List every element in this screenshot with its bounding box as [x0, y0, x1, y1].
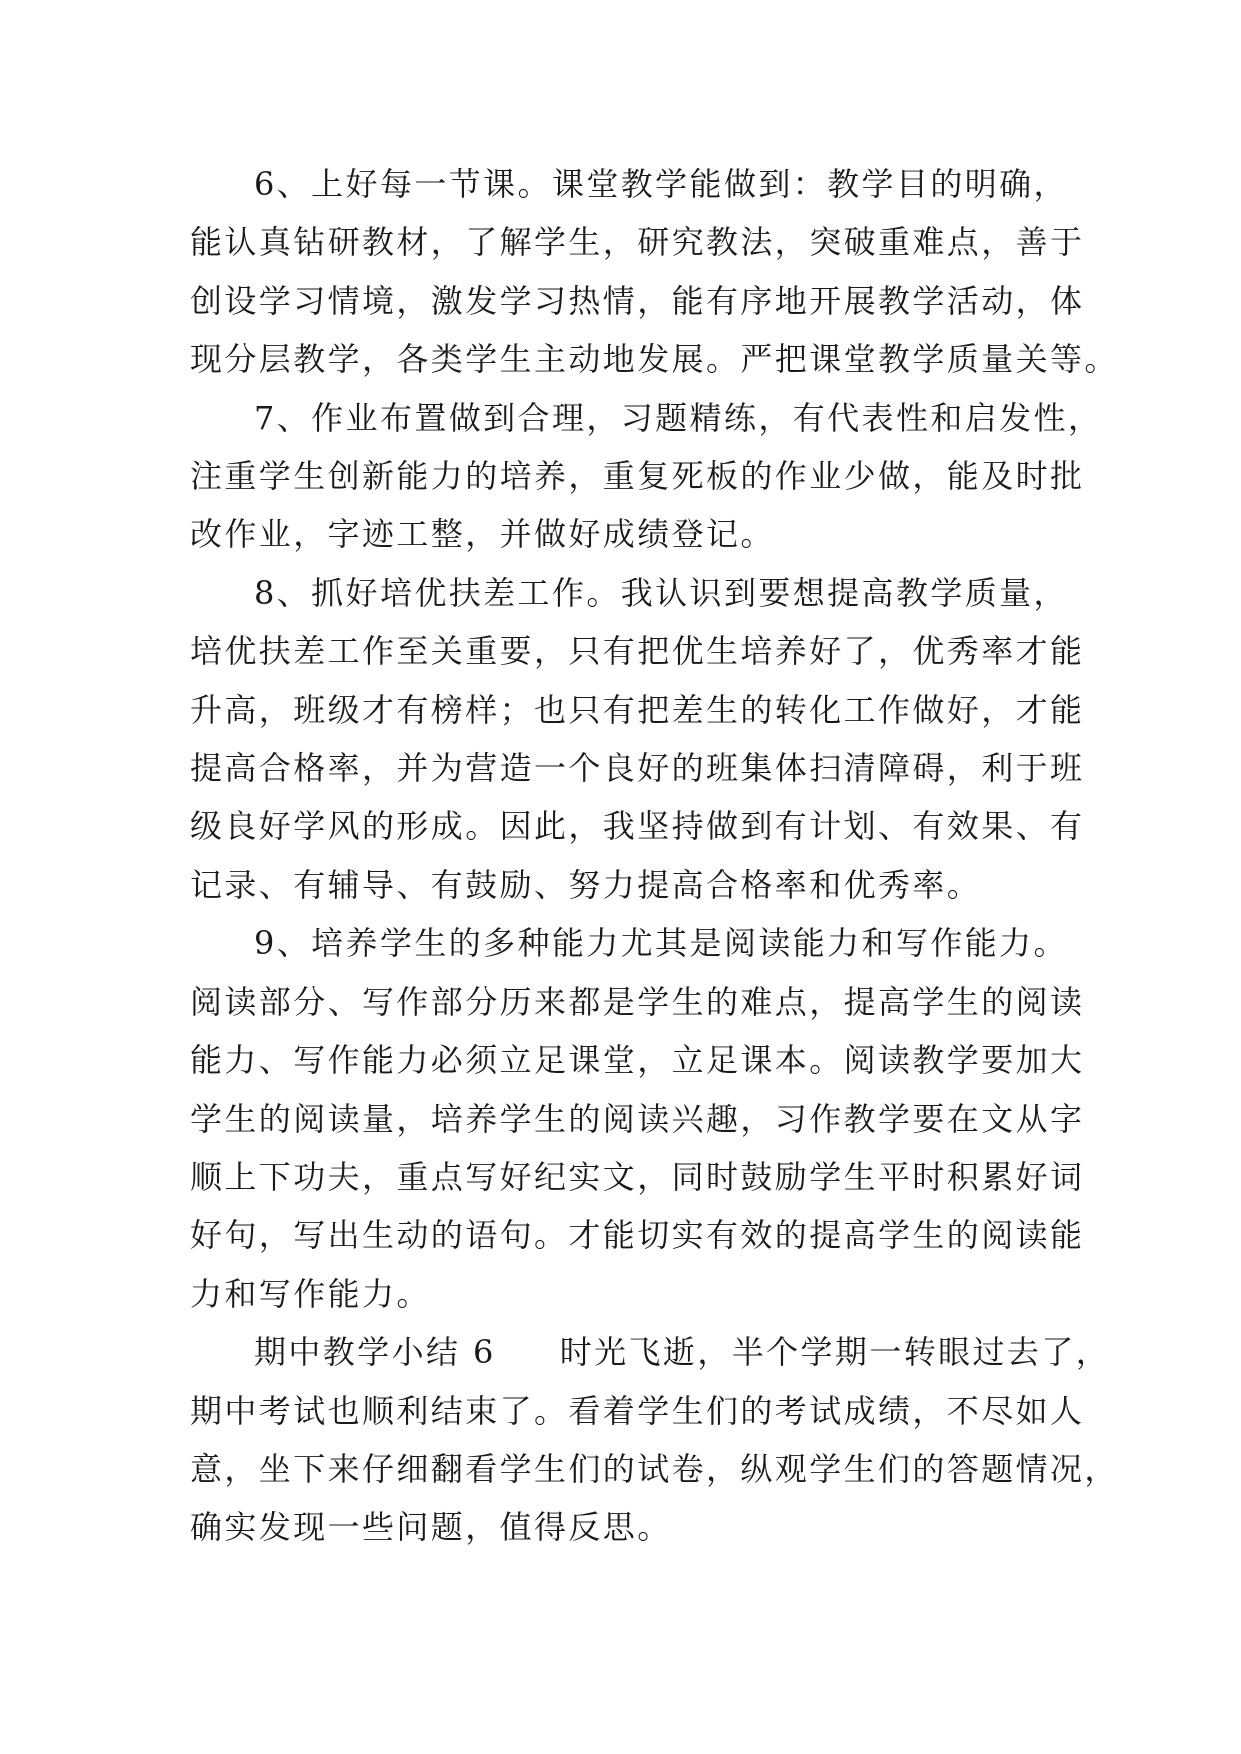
- text-line: 7、作业布置做到合理，习题精练，有代表性和启发性，: [254, 398, 1103, 437]
- paragraph-9: [190, 914, 1085, 1323]
- text-line: 6、上好每一节课。课堂教学能做到：教学目的明确，: [254, 165, 1068, 203]
- paragraph-7: [190, 389, 1103, 564]
- text-line: 8、抓好培优扶差工作。我认识到要想提高教学质量，: [254, 573, 1068, 612]
- text-line: 提高合格率，并为营造一个良好的班集体扫清障碍，利于班: [190, 749, 1085, 788]
- text-line: 改作业，字迹工整，并做好成绩登记。: [190, 515, 775, 554]
- text-line: 现分层教学，各类学生主动地发展。严把课堂教学质量关等。: [190, 340, 1119, 379]
- text-line: 能认真钻研教材，了解学生，研究教法，突破重难点，善于: [190, 223, 1085, 262]
- text-line: 确实发现一些问题，值得反思。: [190, 1508, 672, 1547]
- document-body: [190, 155, 1119, 1557]
- text-line: 学生的阅读量，培养学生的阅读兴趣，习作教学要在文从字: [190, 1099, 1085, 1138]
- text-line: 能力、写作能力必须立足课堂，立足课本。阅读教学要加大: [190, 1041, 1085, 1080]
- text-line: 创设学习情境，激发学习热情，能有序地开展教学活动，体: [190, 281, 1085, 320]
- summary-first-line: [190, 1323, 1111, 1381]
- section-heading: 期中教学小结 6: [254, 1333, 496, 1372]
- text-line: 力和写作能力。: [190, 1274, 431, 1313]
- text-line: 注重学生创新能力的培养，重复死板的作业少做，能及时批: [190, 457, 1085, 496]
- text-line: 阅读部分、写作部分历来都是学生的难点，提高学生的阅读: [190, 982, 1085, 1021]
- text-line: 记录、有辅导、有鼓励、努力提高合格率和优秀率。: [190, 865, 982, 904]
- text-line: 意，坐下来仔细翻看学生们的试卷，纵观学生们的答题情况，: [190, 1449, 1119, 1488]
- text-line: 升高，班级才有榜样；也只有把差生的转化工作做好，才能: [190, 690, 1085, 729]
- text-segment: 时光飞逝，半个学期一转眼过去了，: [559, 1333, 1111, 1372]
- paragraph-summary: [190, 1323, 1119, 1557]
- text-line: 好句，写出生动的语句。才能切实有效的提高学生的阅读能: [190, 1216, 1085, 1255]
- paragraph-6: [190, 155, 1119, 389]
- paragraph-8: [190, 564, 1085, 914]
- text-line: 期中考试也顺利结束了。看着学生们的考试成绩，不尽如人: [190, 1391, 1085, 1430]
- text-line: 9、培养学生的多种能力尤其是阅读能力和写作能力。: [254, 924, 1068, 963]
- text-line: 级良好学风的形成。因此，我坚持做到有计划、有效果、有: [190, 807, 1085, 846]
- text-line: 顺上下功夫，重点写好纪实文，同时鼓励学生平时积累好词: [190, 1157, 1085, 1196]
- text-line: 培优扶差工作至关重要，只有把优生培养好了，优秀率才能: [190, 632, 1085, 671]
